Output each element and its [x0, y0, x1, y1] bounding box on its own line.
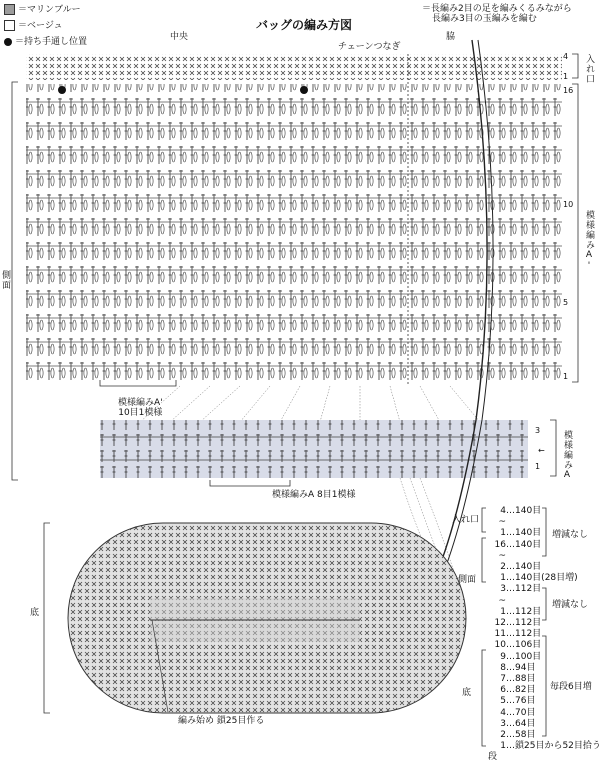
table-row — [492, 629, 601, 639]
legend-stitch-note: ＝長編み2目の足を編みくるみながら 長編み3目の玉編みを編む — [422, 4, 572, 24]
table-row-count: …112目 — [506, 584, 542, 595]
chain-join-label: チェーンつなぎ — [338, 42, 401, 52]
table-row-count: …鎖25目から52目拾う — [506, 741, 601, 752]
table-row-count: …58目 — [506, 730, 536, 740]
pattern-a-vertical: 模様編みA — [562, 430, 572, 481]
table-row-count: …76目 — [506, 696, 536, 707]
repeat-bracket-a — [210, 480, 290, 486]
table-row — [492, 596, 601, 606]
band-arrow-icon: ← — [538, 446, 545, 455]
table-row — [492, 696, 601, 706]
table-row-number: 16 — [494, 539, 506, 550]
table-row-number: 5 — [500, 696, 506, 707]
table-row-number: 1 — [500, 606, 506, 617]
table-row — [492, 719, 601, 729]
table-row-number: 7 — [500, 674, 506, 684]
table-row-number: 11 — [494, 629, 506, 640]
transition-lines — [140, 386, 480, 422]
page-title: バッグの編み方図 — [256, 18, 353, 32]
table-row-number: 2 — [500, 562, 506, 572]
table-row-number: 4 — [500, 707, 506, 718]
table-row-number: 9 — [500, 651, 506, 662]
pattern-a-prime-bracket — [572, 84, 578, 382]
table-row — [492, 685, 601, 695]
pattern-a-band-stitches — [100, 420, 528, 478]
table-row-number: 10 — [494, 640, 506, 651]
opening-bracket — [572, 54, 578, 78]
table-row — [492, 640, 601, 650]
legend-beige: ＝ベージュ — [4, 20, 63, 31]
table-row-number: 4 — [500, 506, 506, 516]
side-vertical-label: 側面 — [0, 270, 10, 290]
table-row-count: …112目 — [506, 629, 542, 640]
table-row-number: ~ — [498, 550, 506, 561]
table-row-number: 12 — [494, 618, 506, 628]
table-row — [492, 573, 601, 583]
table-row — [492, 607, 601, 617]
table-group-bottom: 底 — [462, 688, 472, 698]
table-row-number: ~ — [498, 517, 506, 528]
table-row-count: …100目 — [506, 651, 542, 662]
legend-handle: ＝持ち手通し位置 — [4, 37, 87, 47]
table-row-number: 3 — [500, 584, 506, 595]
table-row-number: 2 — [500, 730, 506, 740]
table-row-count: …88目 — [506, 674, 536, 684]
band-row-3: 3 — [535, 426, 541, 435]
center-label: 中央 — [170, 32, 189, 42]
table-row-count: …94目 — [506, 662, 536, 673]
row-num-5: 5 — [563, 298, 569, 307]
row-unit: 段 — [488, 752, 498, 762]
table-row-number: ~ — [498, 595, 506, 606]
table-row — [492, 528, 601, 538]
no-change-2: 増減なし — [552, 600, 589, 610]
table-row-count: …140目(28目増) — [506, 573, 578, 584]
table-row — [492, 663, 601, 673]
side-bracket — [12, 82, 18, 480]
bottom-label: 底 — [30, 608, 40, 618]
table-row — [492, 540, 601, 550]
table-row-count: …140目 — [506, 528, 542, 539]
pattern-a-prime-label: 模様編みA' 10目1模様 — [118, 398, 163, 418]
table-row-number: 1 — [500, 573, 506, 584]
table-row-count: …64目 — [506, 718, 536, 729]
table-row-number: 1 — [500, 528, 506, 539]
start-label: 編み始め 鎖25目作る — [178, 716, 265, 726]
table-row-count: …82目 — [506, 685, 536, 696]
table-row-count: …106目 — [506, 640, 542, 651]
handle-dot-right — [300, 86, 308, 94]
table-row-number: 1 — [500, 741, 506, 752]
bottom-bracket — [44, 523, 50, 713]
table-row — [492, 730, 601, 740]
table-row-number: 6 — [500, 685, 506, 696]
band-row-1: 1 — [535, 462, 541, 471]
table-row — [492, 562, 601, 572]
pattern-a-prime-vertical: 模様編みA' — [584, 210, 594, 272]
table-row — [492, 551, 601, 561]
table-row — [492, 517, 601, 527]
row-num-top-1: 1 — [563, 72, 569, 81]
row-count-table — [492, 506, 601, 756]
row-num-top-4: 4 — [563, 52, 569, 61]
table-row — [492, 506, 601, 516]
table-row-count: …140目 — [506, 539, 542, 550]
table-row-count: …112目 — [506, 618, 542, 628]
table-row-count: …112目 — [506, 606, 542, 617]
table-row-number: 3 — [500, 718, 506, 729]
table-row — [492, 674, 601, 684]
table-row-count: …140目 — [506, 506, 542, 516]
handle-dot-left — [58, 86, 66, 94]
side-edge-label: 脇 — [446, 32, 456, 42]
table-row — [492, 708, 601, 718]
row-num-10: 10 — [563, 200, 574, 209]
per-row-increase: 毎段6目増 — [550, 682, 592, 692]
legend-marine-blue: ＝マリンブルー — [4, 4, 81, 15]
opening-vertical-label: 入れ口 — [584, 54, 594, 84]
row-num-16: 16 — [563, 86, 574, 95]
table-row — [492, 741, 601, 751]
table-row — [492, 652, 601, 662]
table-row — [492, 618, 601, 628]
table-group-side: 側面 — [458, 575, 477, 585]
no-change-1: 増減なし — [552, 530, 589, 540]
table-row-number: 8 — [500, 662, 506, 673]
table-group-opening: 入れ口 — [452, 515, 480, 525]
row-num-1: 1 — [563, 372, 569, 381]
table-row-count: …140目 — [506, 562, 542, 572]
table-row-count: …70目 — [506, 707, 536, 718]
pattern-a-bracket — [550, 420, 556, 476]
table-row — [492, 584, 601, 594]
pattern-a-repeat-label: 模様編みA 8目1模様 — [272, 490, 356, 500]
